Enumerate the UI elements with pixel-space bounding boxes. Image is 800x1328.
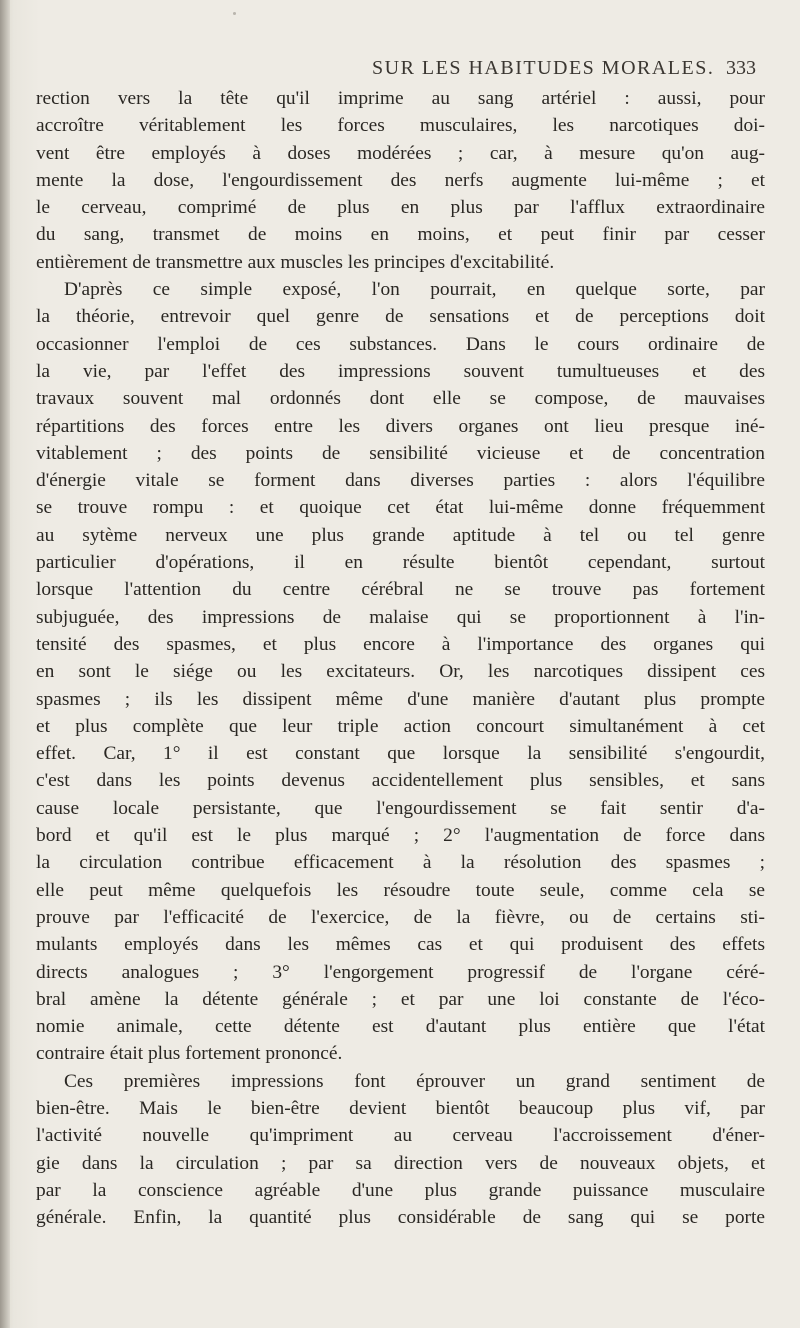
text-line: au sytème nerveux une plus grande aptitude à tel ou tel genre (36, 524, 765, 546)
text-line: travaux souvent mal ordonnés dont elle se compose, de mauvaises (36, 388, 765, 410)
text-line: et plus complète que leur triple action concourt simultanément à cet (36, 715, 765, 737)
text-line: Ces premières impressions font éprouver un grand sentiment de (64, 1070, 765, 1092)
text-line: c'est dans les points devenus accidentellement plus sensibles, et sans (36, 770, 765, 792)
text-line: mulants employés dans les mêmes cas et qui produisent des effets (36, 934, 765, 956)
text-line: vent être employés à doses modérées ; car, à mesure qu'on aug- (36, 142, 765, 164)
text-line: nomie animale, cette détente est d'autant plus entière que l'état (36, 1016, 765, 1038)
text-line: prouve par l'efficacité de l'exercice, de la fièvre, ou de certains sti- (36, 906, 765, 928)
page-spine-shadow (0, 0, 10, 1328)
text-line: directs analogues ; 3° l'engorgement progressif de l'organe céré- (36, 961, 765, 983)
text-line: répartitions des forces entre les divers organes ont lieu presque iné- (36, 415, 765, 437)
text-line: D'après ce simple exposé, l'on pourrait, en quelque sorte, par (64, 279, 765, 301)
text-line: mente la dose, l'engourdissement des nerfs augmente lui-même ; et (36, 169, 765, 191)
text-line: du sang, transmet de moins en moins, et peut finir par cesser (36, 224, 765, 246)
text-line: l'activité nouvelle qu'impriment au cerveau l'accroissement d'éner- (36, 1125, 765, 1147)
text-line: la théorie, entrevoir quel genre de sensations et de perceptions doit (36, 306, 765, 328)
text-line: la circulation contribue efficacement à la résolution des spasmes ; (36, 852, 765, 874)
text-line: gie dans la circulation ; par sa direction vers de nouveaux objets, et (36, 1152, 765, 1174)
text-line: la vie, par l'effet des impressions souvent tumultueuses et des (36, 360, 765, 382)
text-line: elle peut même quelquefois les résoudre toute seule, comme cela se (36, 879, 765, 901)
text-line: cause locale persistante, que l'engourdissement se fait sentir d'a- (36, 797, 765, 819)
text-line: particulier d'opérations, il en résulte bientôt cependant, surtout (36, 552, 765, 574)
text-line: bral amène la détente générale ; et par une loi constante de l'éco- (36, 988, 765, 1010)
text-line: rection vers la tête qu'il imprime au sang artériel : aussi, pour (36, 88, 765, 109)
text-line: par la conscience agréable d'une plus grande puissance musculaire (36, 1179, 765, 1201)
page-header (0, 57, 800, 87)
text-line: tensité des spasmes, et plus encore à l'importance des organes qui (36, 633, 765, 655)
text-line: occasionner l'emploi de ces substances. Dans le cours ordinaire de (36, 333, 765, 355)
text-line: bien-être. Mais le bien-être devient bientôt beaucoup plus vif, par (36, 1097, 765, 1119)
text-line: le cerveau, comprimé de plus en plus par l'afflux extraordinaire (36, 197, 765, 219)
body-text (36, 85, 765, 1231)
text-line: subjuguée, des impressions de malaise qui se proportionnent à l'in- (36, 606, 765, 628)
text-line: accroître véritablement les forces musculaires, les narcotiques doi- (36, 115, 765, 137)
text-line: contraire était plus fortement prononcé. (36, 1043, 343, 1065)
text-line: effet. Car, 1° il est constant que lorsque la sensibilité s'engourdit, (36, 743, 765, 765)
text-line: entièrement de transmettre aux muscles les principes d'excitabilité. (36, 251, 555, 273)
text-line: générale. Enfin, la quantité plus considérable de sang qui se porte (36, 1207, 765, 1229)
page-number: 333 (726, 57, 756, 79)
text-line: vitablement ; des points de sensibilité vicieuse et de concentration (36, 442, 765, 464)
running-head: SUR LES HABITUDES MORALES. (372, 57, 715, 79)
text-line: lorsque l'attention du centre cérébral ne se trouve pas fortement (36, 579, 765, 601)
ink-speck (233, 12, 236, 15)
text-line: d'énergie vitale se forment dans diverses parties : alors l'équilibre (36, 470, 765, 492)
text-line: spasmes ; ils les dissipent même d'une manière d'autant plus prompte (36, 688, 765, 710)
text-line: bord et qu'il est le plus marqué ; 2° l'augmentation de force dans (36, 825, 765, 847)
text-line: se trouve rompu : et quoique cet état lui-même donne fréquemment (36, 497, 765, 519)
text-line: en sont le siége ou les excitateurs. Or, les narcotiques dissipent ces (36, 661, 765, 683)
